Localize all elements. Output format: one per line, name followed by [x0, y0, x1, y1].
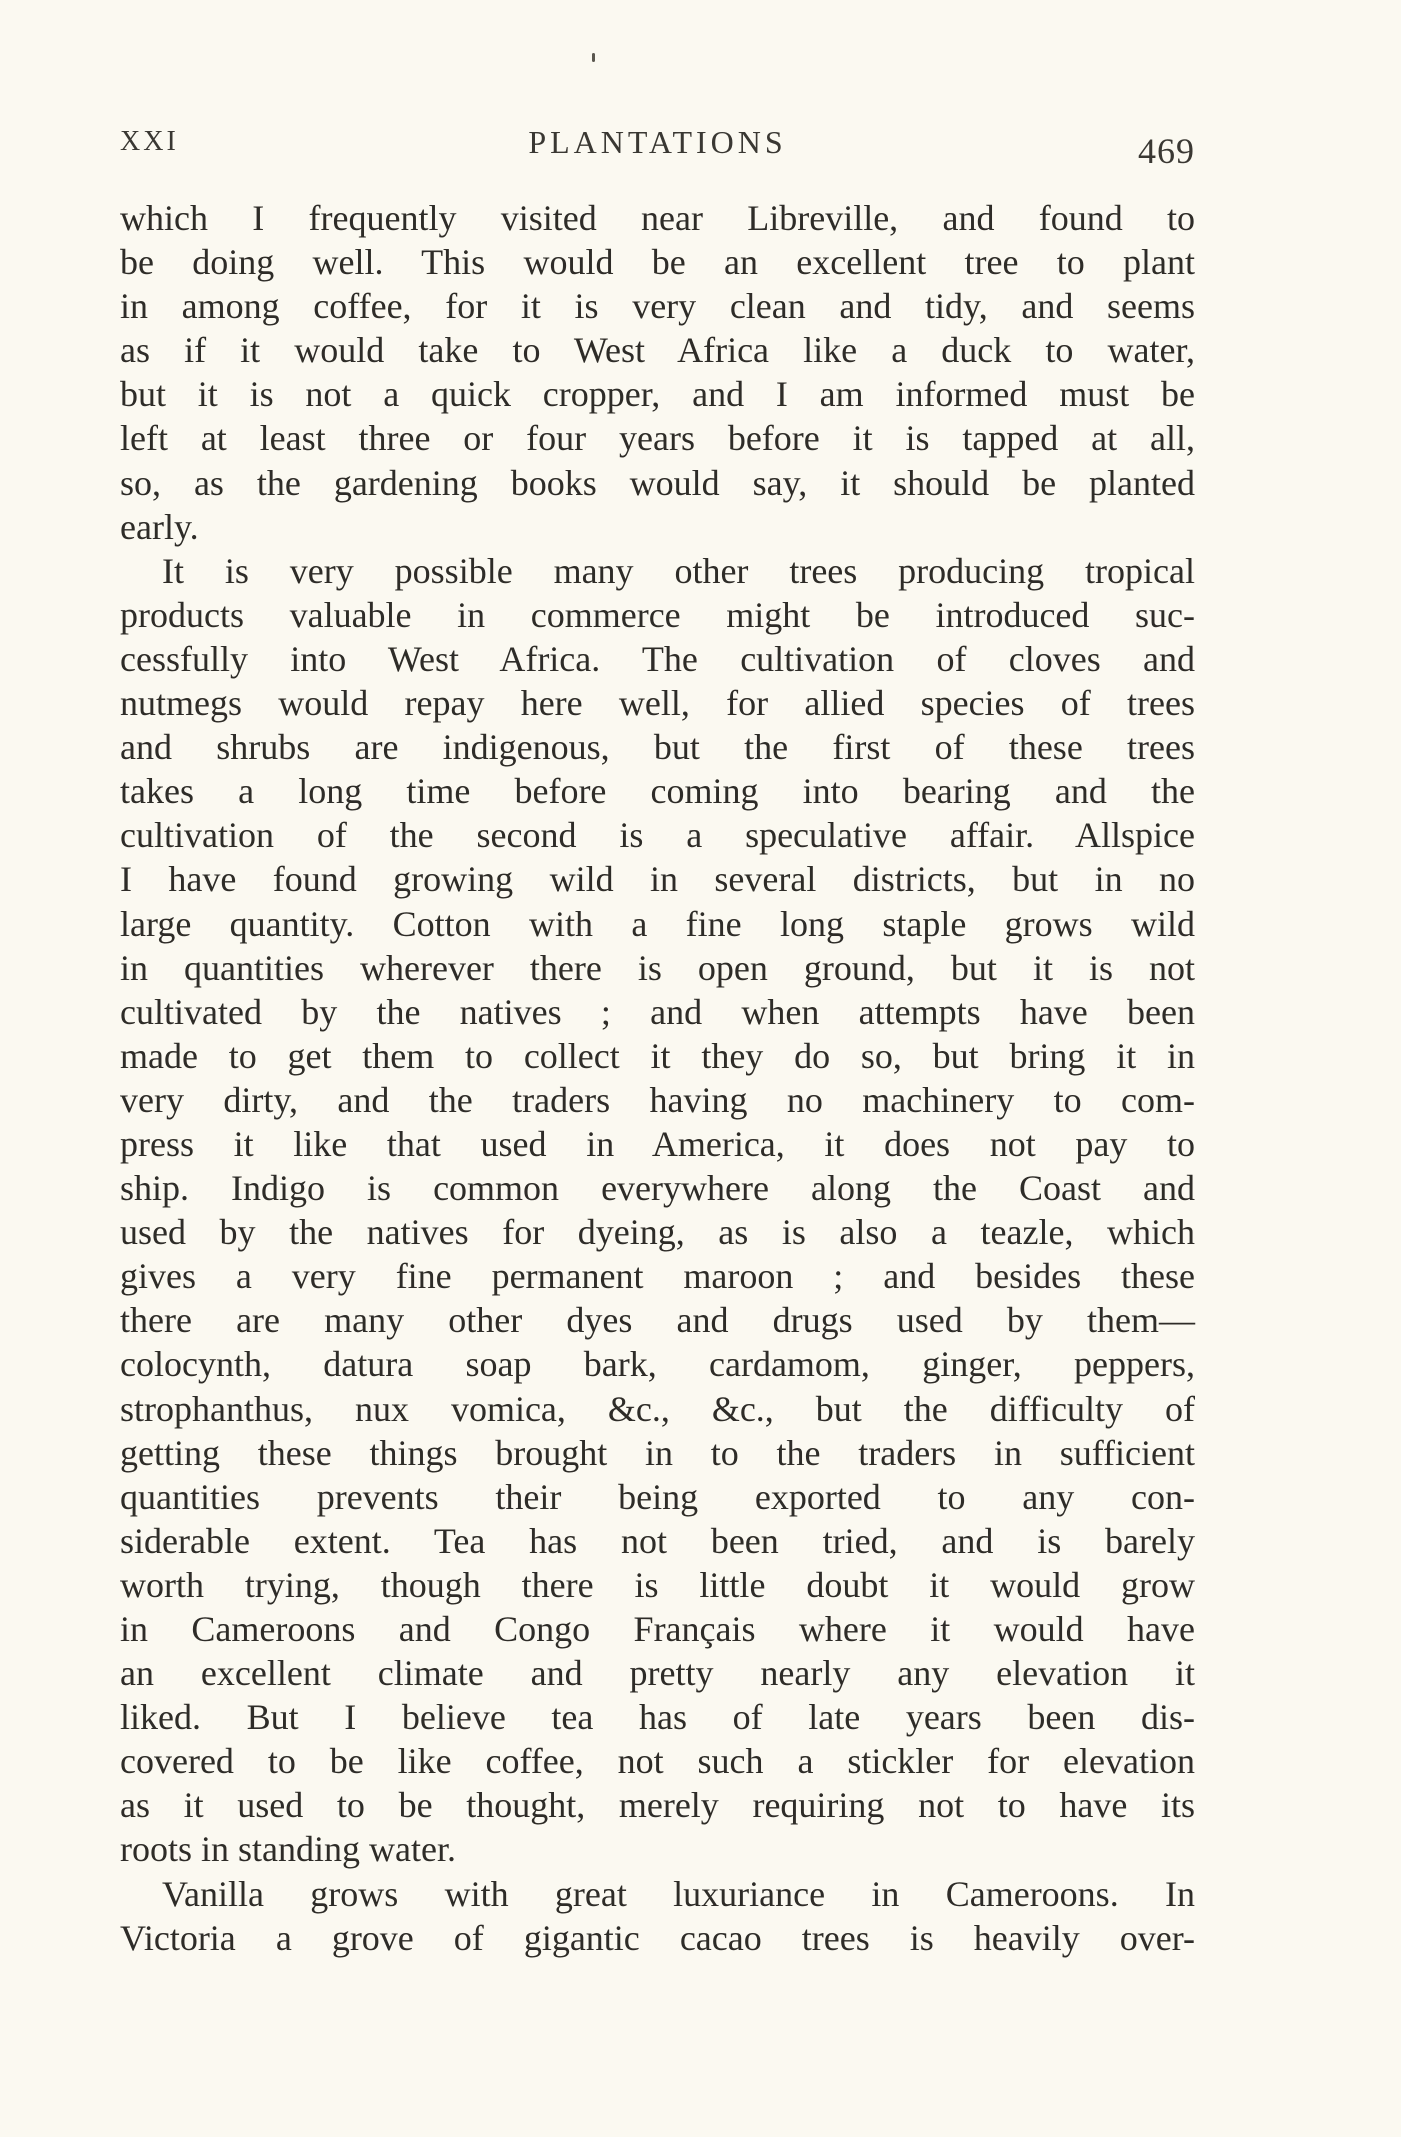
text-line: cessfully into West Africa. The cultivation of cloves and	[120, 638, 1195, 679]
text-line: covered to be like coffee, not such a stickler for elevation	[120, 1741, 1195, 1782]
text-line: getting these things brought in to the traders in sufficient	[120, 1432, 1195, 1473]
text-line: in Cameroons and Congo Français where it would have	[120, 1609, 1195, 1649]
text-line: left at least three or four years before it is tapped at all,	[120, 418, 1195, 459]
running-head	[120, 118, 1195, 171]
text-line: but it is not a quick cropper, and I am informed must be	[120, 374, 1195, 415]
text-line: there are many other dyes and drugs used by them—	[120, 1300, 1195, 1341]
text-line: takes a long time before coming into bearing and the	[120, 771, 1195, 812]
text-line: so, as the gardening books would say, it should be planted	[120, 462, 1195, 503]
text-line: in quantities wherever there is open ground, but it is not	[120, 947, 1195, 988]
text-line: liked. But I believe tea has of late years been dis-	[120, 1697, 1195, 1738]
text-line: and shrubs are indigenous, but the first of these trees	[120, 727, 1195, 768]
text-line: nutmegs would repay here well, for allied species of trees	[120, 683, 1195, 724]
text-line: used by the natives for dyeing, as is also a teazle, which	[120, 1212, 1195, 1253]
text-line: worth trying, though there is little doubt it would grow	[120, 1564, 1195, 1605]
text-line: siderable extent. Tea has not been tried, and is barely	[120, 1520, 1195, 1561]
text-line: ship. Indigo is common everywhere along the Coast and	[120, 1168, 1195, 1209]
ink-speck	[592, 53, 595, 62]
text-line: strophanthus, nux vomica, &c., &c., but the difficulty of	[120, 1388, 1195, 1429]
page-number: 469	[1138, 131, 1195, 171]
text-line: in among coffee, for it is very clean and tidy, and seems	[120, 286, 1195, 327]
text-line: an excellent climate and pretty nearly any elevation it	[120, 1653, 1195, 1694]
text-line: which I frequently visited near Libreville, and found to	[120, 198, 1195, 238]
text-line: as it used to be thought, merely requiring not to have its	[120, 1785, 1195, 1826]
paragraph	[120, 196, 1195, 549]
text-line: It is very possible many other trees producing tropical	[162, 550, 1195, 591]
text-line: as if it would take to West Africa like a duck to water,	[120, 330, 1195, 371]
text-line: large quantity. Cotton with a fine long staple grows wild	[120, 903, 1195, 944]
book-page	[120, 0, 1195, 2137]
text-line: gives a very fine permanent maroon ; and besides these	[120, 1256, 1195, 1297]
text-line: roots in standing water.	[120, 1829, 456, 1870]
paragraph	[120, 549, 1195, 1872]
text-line: cultivated by the natives ; and when attempts have been	[120, 991, 1195, 1032]
text-line: colocynth, datura soap bark, cardamom, ginger, peppers,	[120, 1344, 1195, 1385]
text-line: Victoria a grove of gigantic cacao trees is heavily over-	[120, 1917, 1195, 1958]
text-line: I have found growing wild in several districts, but in no	[120, 859, 1195, 900]
text-line: be doing well. This would be an excellent tree to plant	[120, 242, 1195, 283]
text-line: quantities prevents their being exported to any con-	[120, 1476, 1195, 1517]
text-line: early.	[120, 506, 199, 547]
text-line: products valuable in commerce might be introduced suc-	[120, 594, 1195, 635]
text-line: Vanilla grows with great luxuriance in Cameroons. In	[162, 1873, 1195, 1914]
chapter-number: XXI	[120, 126, 179, 157]
text-line: cultivation of the second is a speculative affair. Allspice	[120, 815, 1195, 856]
text-line: made to get them to collect it they do so, but bring it in	[120, 1035, 1195, 1076]
running-title: PLANTATIONS	[528, 124, 787, 160]
text-line: press it like that used in America, it does not pay to	[120, 1123, 1195, 1164]
body-text	[120, 196, 1195, 1960]
paragraph	[120, 1872, 1195, 1960]
text-line: very dirty, and the traders having no machinery to com-	[120, 1079, 1195, 1120]
